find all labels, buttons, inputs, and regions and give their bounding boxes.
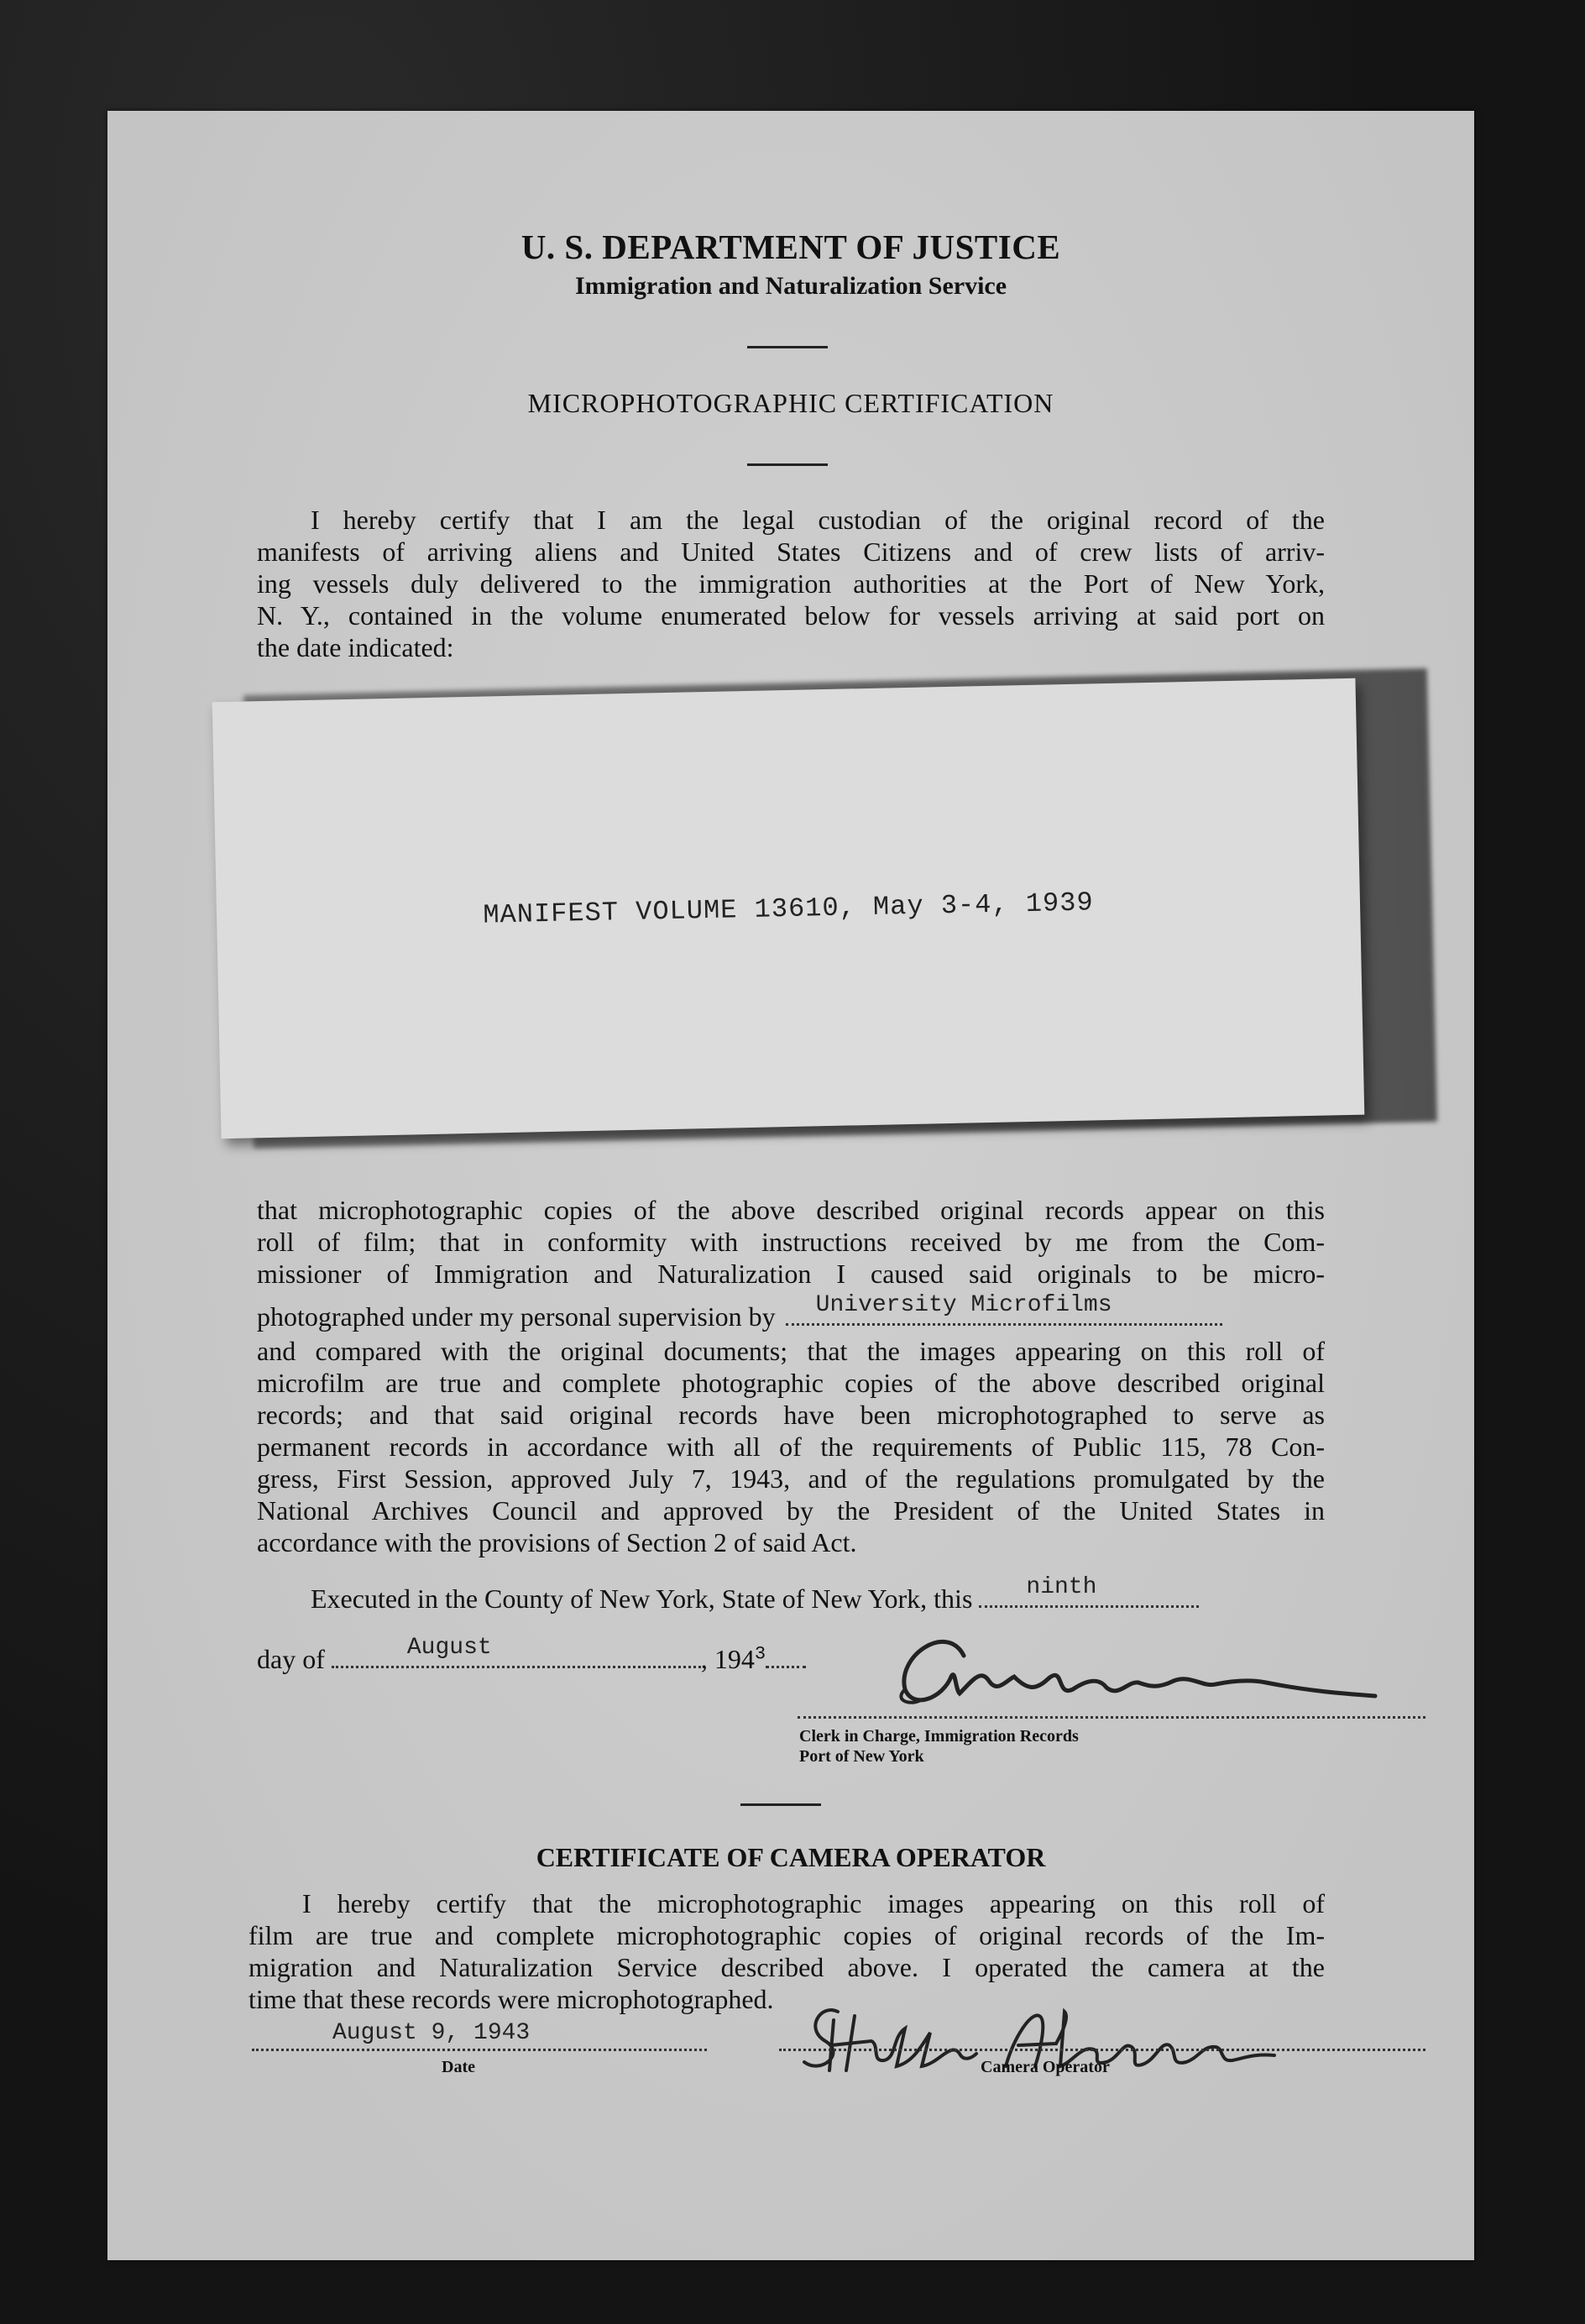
clerk-signature: [871, 1630, 1392, 1723]
month-field: [332, 1635, 701, 1668]
paragraph-line: I hereby certify that the microphotographic images appearing on this roll of: [302, 1888, 1325, 1918]
camera-section-title: CERTIFICATE OF CAMERA OPERATOR: [536, 1842, 1046, 1872]
paragraph-line: I hereby certify that I am the legal custodian of the original record of the: [311, 505, 1325, 535]
paragraph-line: that microphotographic copies of the above described original records appear on this: [257, 1195, 1325, 1225]
body-paragraph-b: [257, 1335, 1325, 1558]
paragraph-line: accordance with the provisions of Section 2 of said Act.: [257, 1527, 857, 1557]
paragraph-line: ing vessels duly delivered to the immigration authorities at the Port of New York,: [257, 568, 1325, 599]
paragraph-line: gress, First Session, approved July 7, 1943, and of the regulations promulgated by the: [257, 1463, 1325, 1494]
year-suffix: 3: [754, 1643, 766, 1665]
paragraph-line: film are true and complete microphotographic copies of original records of the Im-: [248, 1920, 1325, 1950]
paragraph-line: manifests of arriving aliens and United States Citizens and of crew lists of arriv-: [257, 537, 1325, 567]
certification-title: MICROPHOTOGRAPHIC CERTIFICATION: [527, 388, 1054, 418]
supervision-field: [786, 1292, 1222, 1326]
body-paragraph-a: [257, 1194, 1325, 1290]
date-line: [257, 1635, 806, 1675]
clerk-office-line: Port of New York: [799, 1747, 924, 1766]
paragraph-line: and compared with the original documents; that the images appearing on this roll of: [257, 1336, 1325, 1366]
day-field: [979, 1574, 1199, 1608]
clerk-title-line: Clerk in Charge, Immigration Records: [799, 1727, 1079, 1746]
paragraph-line: records; and that said original records have been microphotographed to serve as: [257, 1400, 1325, 1430]
manifest-volume-card: [212, 678, 1365, 1138]
operator-signature-line: [779, 2049, 1425, 2051]
paragraph-line: National Archives Council and approved by the President of the United States in: [257, 1495, 1325, 1526]
camera-date-value: August 9, 1943: [332, 2020, 531, 2046]
divider-rule: [740, 1803, 821, 1806]
date-field-line: [252, 2049, 707, 2051]
paragraph-line: microfilm are true and complete photographic copies of the above described original: [257, 1368, 1325, 1398]
service-heading: Immigration and Naturalization Service: [574, 272, 1007, 300]
certificate-page: [107, 111, 1474, 2260]
camera-operator-label: Camera Operator: [981, 2058, 1110, 2076]
intro-paragraph: [257, 504, 1325, 663]
year-field: [766, 1642, 806, 1668]
day-of-label: day of: [257, 1644, 325, 1674]
divider-rule: [747, 346, 828, 348]
executed-line: [311, 1574, 1199, 1615]
supervision-value: University Microfilms: [815, 1292, 1112, 1318]
executed-prefix: Executed in the County of New York, State of New York, this: [311, 1583, 973, 1614]
paragraph-line: time that these records were microphotographed.: [248, 1984, 774, 2014]
supervision-prefix: photographed under my personal supervision by: [257, 1301, 776, 1332]
divider-rule: [747, 463, 828, 466]
clerk-title: [799, 1726, 1079, 1767]
paragraph-line: missioner of Immigration and Naturalization I caused said originals to be micro-: [257, 1259, 1325, 1289]
date-label: Date: [442, 2058, 475, 2076]
month-value: August: [406, 1635, 492, 1661]
year-prefix: , 194: [700, 1644, 755, 1674]
day-value: ninth: [1026, 1574, 1097, 1600]
manifest-volume-label: MANIFEST VOLUME 13610, May 3-4, 1939: [483, 887, 1094, 931]
paragraph-line: N. Y., contained in the volume enumerated below for vessels arriving at said port on: [257, 600, 1325, 631]
paragraph-line: permanent records in accordance with all of the requirements of Public 115, 78 Con-: [257, 1432, 1325, 1462]
paragraph-line: migration and Naturalization Service described above. I operated the camera at the: [248, 1952, 1325, 1982]
clerk-signature-line: [798, 1716, 1425, 1719]
paragraph-line: the date indicated:: [257, 632, 454, 662]
paragraph-line: roll of film; that in conformity with instructions received by me from the Com-: [257, 1227, 1325, 1257]
department-heading: U. S. DEPARTMENT OF JUSTICE: [520, 228, 1061, 266]
supervision-line: [257, 1292, 1222, 1332]
